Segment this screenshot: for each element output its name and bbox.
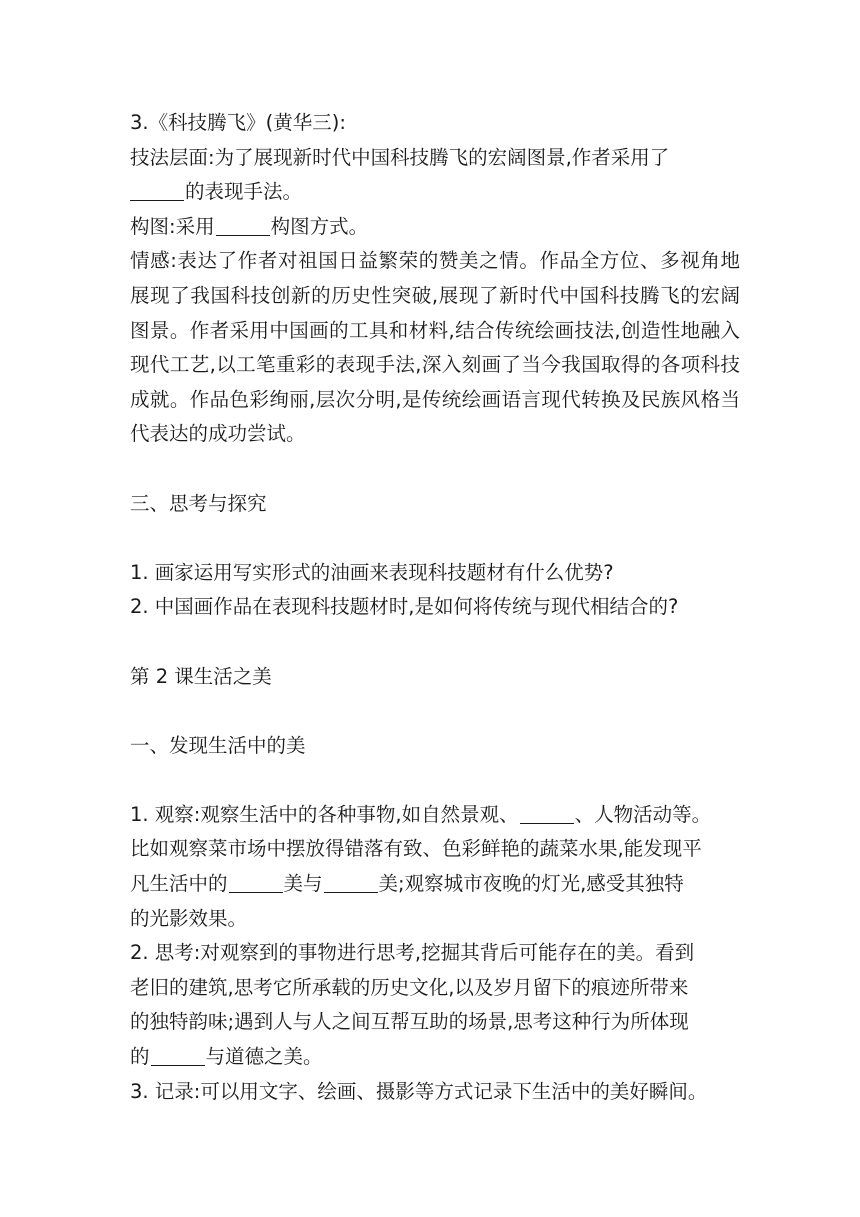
think-line-3: 的独特韵味;遇到人与人之间互帮互助的场景,思考这种行为所体现	[130, 1010, 689, 1034]
lesson-title: 第 2 课生活之美	[130, 664, 272, 688]
observe-text: 1. 观察:观察生活中的各种事物,如自然景观、	[130, 802, 519, 826]
think-line-1: 2. 思考:对观察到的事物进行思考,挖掘其背后可能存在的美。看到	[130, 941, 695, 965]
think-line-4	[130, 1040, 740, 1075]
observe-line-3	[130, 867, 740, 902]
observe-paragraph	[130, 798, 740, 936]
fill-blank	[520, 803, 574, 824]
spacer	[130, 625, 740, 660]
spacer	[130, 452, 740, 487]
observe-text: 凡生活中的	[130, 872, 228, 896]
observe-line-4: 的光影效果。	[130, 906, 248, 930]
technique-text: 的表现手法。	[185, 180, 303, 204]
fill-blank	[229, 872, 283, 893]
question-1: 1. 画家运用写实形式的油画来表现科技题材有什么优势?	[130, 560, 614, 584]
document-page	[130, 106, 740, 1109]
composition-text-end: 构图方式。	[270, 214, 369, 238]
fill-blank	[216, 215, 270, 236]
section-title: 3.《科技腾飞》(黄华三):	[130, 111, 346, 134]
observe-text: 、人物活动等。	[574, 802, 712, 826]
think-line-2: 老旧的建筑,思考它所承载的历史文化,以及岁月留下的痕迹所带来	[130, 975, 689, 999]
technique-line-cont	[130, 175, 740, 210]
composition-paragraph	[130, 210, 740, 245]
technique-paragraph	[130, 141, 740, 210]
observe-text: 美与	[283, 872, 323, 896]
think-paragraph	[130, 936, 740, 1074]
observe-line-2: 比如观察菜市场中摆放得错落有致、色彩鲜艳的蔬菜水果,能发现平	[130, 837, 702, 861]
observe-text: 美;观察城市夜晚的灯光,感受其独特	[378, 872, 684, 896]
spacer	[130, 521, 740, 556]
lesson-heading: 一、发现生活中的美	[130, 733, 306, 757]
observe-line-1	[130, 798, 740, 833]
composition-text: 构图:采用	[130, 214, 215, 238]
record-paragraph: 3. 记录:可以用文字、绘画、摄影等方式记录下生活中的美好瞬间。	[130, 1079, 708, 1103]
fill-blank	[130, 180, 184, 201]
spacer	[130, 763, 740, 798]
thinking-heading: 三、思考与探究	[130, 491, 267, 515]
emotion-paragraph: 情感:表达了作者对祖国日益繁荣的赞美之情。作品全方位、多视角地展现了我国科技创新的历史性突破,展现了新时代中国科技腾飞的宏阔图景。作者采用中国画的工具和材料,结合传统绘画技法,创造性地融入现代工艺,以工笔重彩的表现手法,深入刻画了当今我国取得的各项科技成就。作品色彩绚丽,层次分明,是传统绘画语言现代转换及民族风格当代表达的成功尝试。	[130, 249, 740, 446]
fill-blank	[324, 872, 378, 893]
question-2: 2. 中国画作品在表现科技题材时,是如何将传统与现代相结合的?	[130, 595, 679, 619]
think-text: 的	[130, 1045, 150, 1069]
think-text: 与道德之美。	[205, 1045, 323, 1069]
spacer	[130, 694, 740, 729]
technique-line: 技法层面:为了展现新时代中国科技腾飞的宏阔图景,作者采用了	[130, 145, 670, 169]
fill-blank	[151, 1045, 205, 1066]
